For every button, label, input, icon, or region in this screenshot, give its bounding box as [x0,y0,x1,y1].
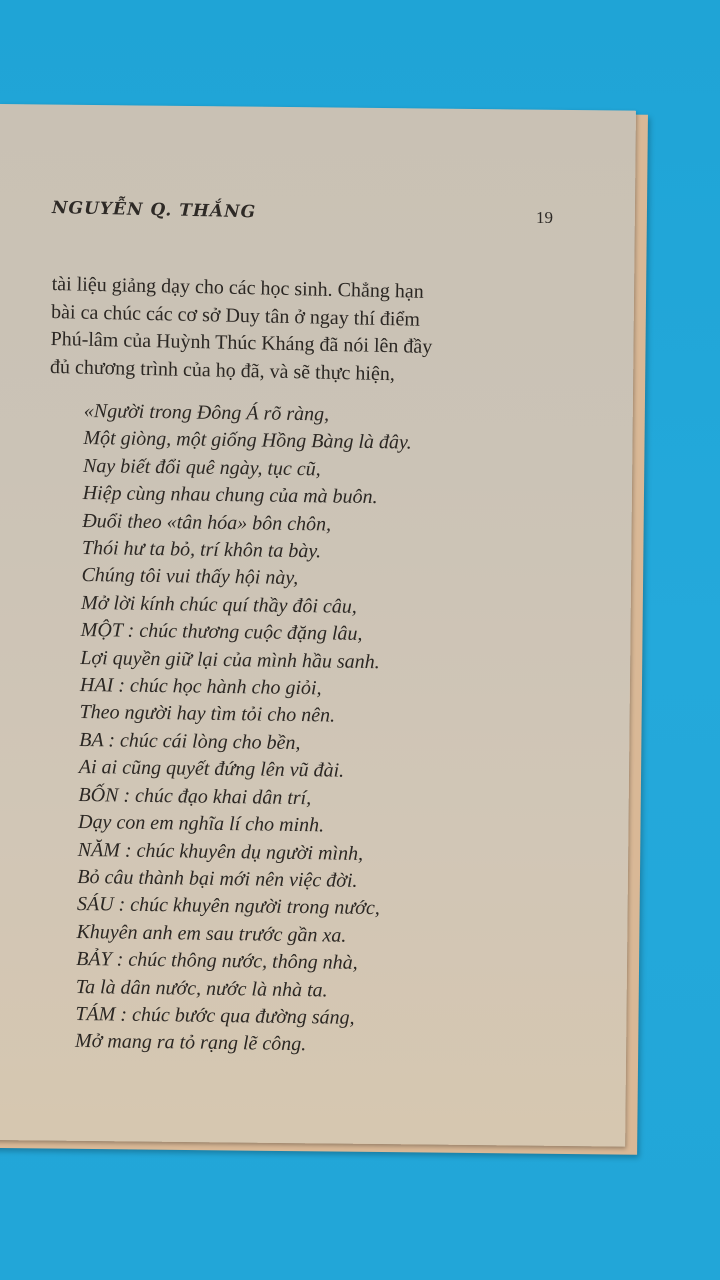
poem-line: Mở mang ra tỏ rạng lẽ công. [74,1030,307,1056]
poem-line: Thói hư ta bỏ, trí khôn ta bày. [81,537,322,563]
prose-line: tài liệu giảng dạy cho các học sinh. Chẳng hạn [51,272,424,303]
poem-line: Ai ai cũng quyết đứng lên vũ đài. [78,756,345,782]
poem-line: Chúng tôi vui thấy hội này, [81,564,299,590]
poem-block [75,398,564,1062]
poem-line: TÁM : chúc bước qua đường sáng, [75,1002,355,1029]
poem-line: Mở lời kính chúc quí thầy đôi câu, [80,591,358,618]
prose-line: bài ca chúc các cơ sở Duy tân ở ngay thí điểm [50,300,421,331]
prose-line: Phú-lâm của Huỳnh Thúc Kháng đã nói lên đầy [50,327,433,358]
prose-line: đủ chương trình của họ đã, và sẽ thực hiện, [49,355,396,385]
page-number: 19 [536,208,553,227]
poem-line: SÁU : chúc khuyên người trong nước, [76,893,380,920]
poem-line: MỘT : chúc thương cuộc đặng lâu, [80,619,363,646]
poem-line: BỐN : chúc đạo khai dân trí, [78,783,312,809]
poem-line: Hiệp cùng nhau chung của mà buôn. [82,482,378,509]
prose-paragraph [50,271,572,392]
poem-line: Nay biết đổi quê ngày, tục cũ, [82,454,321,481]
poem-line: «Người trong Đông Á rõ ràng, [83,399,330,426]
poem-line: Ta là dân nước, nước là nhà ta. [75,975,328,1001]
poem-line: NĂM : chúc khuyên dụ người mình, [77,838,364,865]
poem-line: Bỏ câu thành bại mới nên việc đời. [77,865,358,892]
poem-line: Một giòng, một giống Hồng Bàng là đây. [83,427,412,454]
poem-line: Lợi quyền giữ lại của mình hầu sanh. [80,646,380,673]
poem-line: Theo người hay tìm tỏi cho nên. [79,701,336,728]
running-header-author: NGUYỄN Q. THẮNG [51,198,257,223]
poem-line: Khuyên anh em sau trước gần xa. [76,920,347,947]
poem-line: HAI : chúc học hành cho giỏi, [79,674,322,700]
poem-line: Dạy con em nghĩa lí cho minh. [77,811,325,837]
poem-line: BA : chúc cái lòng cho bền, [79,728,301,754]
poem-line: Đuổi theo «tân hóa» bôn chôn, [82,509,332,536]
poem-line: BẢY : chúc thông nước, thông nhà, [76,948,358,975]
